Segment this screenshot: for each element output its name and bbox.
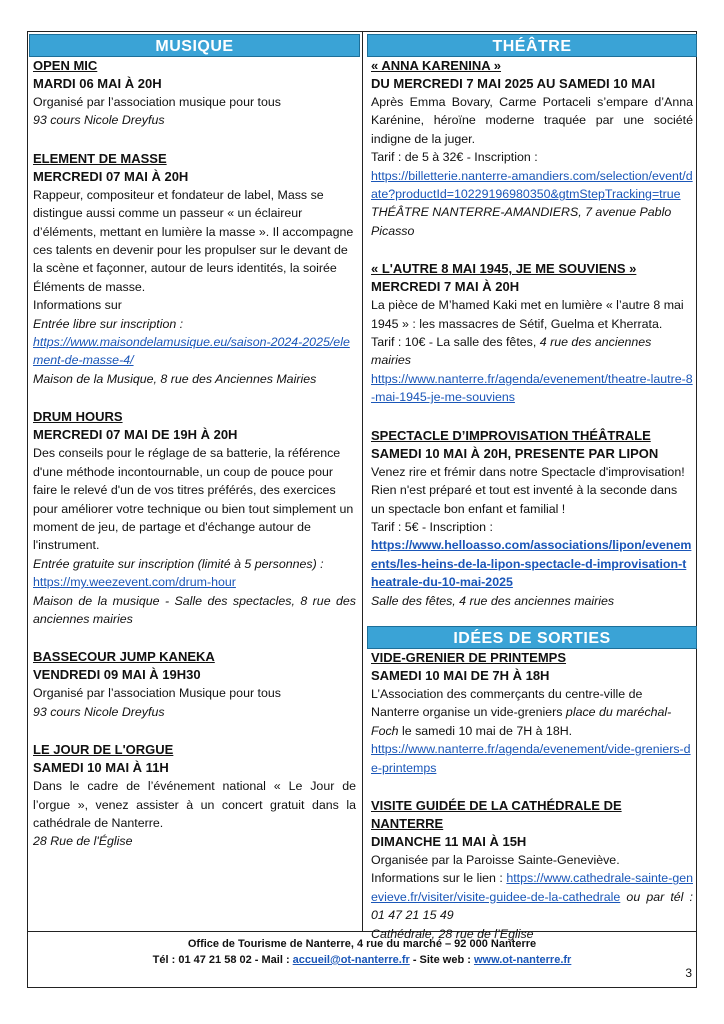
column-divider [362,31,363,931]
footer-mail-link[interactable]: accueil@ot-nanterre.fr [292,954,410,966]
event-description: La pièce de M’hamed Kaki met en lumière « l’autre 8 mai 1945 » : les massacres de Sétif, Guelma et Kherrata. [371,298,684,331]
event-title: « ANNA KARENINA » [371,58,502,73]
musique-column [29,34,360,871]
event-info-label: Informations sur [33,298,122,313]
event-vide-grenier [371,649,693,777]
event-anna-karenina [371,57,693,240]
event-date: DU MERCREDI 7 MAI 2025 AU SAMEDI 10 MAI [371,76,656,91]
event-address: 93 cours Nicole Dreyfus [33,113,165,128]
event-link[interactable]: https://www.cathedrale-sainte-genevieve.fr/visiter/visite-guidee-de-la-cathedrale [371,871,693,904]
event-tarif: Tarif : 10€ - La salle des fêtes, [371,335,540,350]
event-phone: ou par tél : 01 47 21 15 49 [371,889,693,923]
event-address: Maison de la Musique, 8 rue des Anciennes Mairies [33,371,317,386]
event-description: Dans le cadre de l’événement national « Le Jour de l’orgue », venez assister à un concert gratuit dans la cathédrale de Nanterre. [33,779,356,830]
event-place: place du maréchal-Foch [371,705,672,738]
footer-web-link[interactable]: www.ot-nanterre.fr [473,954,572,966]
event-address: Salle des fêtes, 4 rue des anciennes mairies [371,593,615,608]
musique-header: MUSIQUE [29,34,360,57]
event-entry: Entrée libre sur inscription : [33,316,184,331]
event-address: Cathédrale, 28 rue de l’Eglise [371,926,534,941]
event-title: SPECTACLE D’IMPROVISATION THÉÂTRALE [371,427,651,443]
event-address: 93 cours Nicole Dreyfus [33,704,165,719]
sorties-header: IDÉES DE SORTIES [367,626,697,649]
page-number: 3 [685,966,692,980]
event-date: MERCREDI 07 MAI DE 19H À 20H [33,427,238,443]
footer [27,931,697,968]
event-date: SAMEDI 10 MAI À 11H [33,760,169,776]
event-title: VISITE GUIDÉE DE LA CATHÉDRALE DE NANTERRE [371,797,622,831]
event-address: 28 Rue de l'Église [33,834,133,849]
event-date: SAMEDI 10 MAI À 20H, PRESENTE PAR LIPON [371,445,659,461]
footer-address: Office de Tourisme de Nanterre, 4 rue du marché – 92 000 Nanterre [187,938,537,950]
event-date: MERCREDI 07 MAI À 20H [33,168,189,184]
event-tarif: Tarif : 5€ - Inscription : [371,519,493,534]
event-open-mic [33,57,356,130]
event-link[interactable]: https://billetterie.nanterre-amandiers.com/selection/event/date?productId=10229196980350&gtmStepTracking=true [371,168,693,202]
event-autre-8-mai [371,260,693,406]
event-info-label: Informations sur le lien : [371,871,507,886]
event-address: 4 rue des anciennes mairies [371,335,652,368]
event-tarif-line [371,333,693,370]
event-organizer: Organisé par l’association musique pour tous [33,95,281,109]
theatre-column [367,34,697,963]
event-link[interactable]: https://www.helloasso.com/associations/lipon/evenements/les-heins-de-la-lipon-spectacle-d-improvisation-theatrale-du-10-mai-2025 [371,538,692,590]
event-bassecour [33,648,356,721]
footer-contact [27,952,697,968]
event-link[interactable]: https://my.weezevent.com/drum-hour [33,575,236,590]
event-description-a: L’Association des commerçants du centre-ville de Nanterre organise un vide-greniers [371,686,643,720]
event-title: LE JOUR DE L'ORGUE [33,742,174,758]
event-improvisation [371,427,693,610]
event-description: Des conseils pour le réglage de sa batterie, la référence d'une méthode incontournable, un coup de pouce pour faire le relevé d'un de vos titres préférés, des exercices pour améliorer votre technique ou bien tout simplement un moment de jeu, de partage et d'échange autour de l'instrument. [33,446,354,553]
event-description: Après Emma Bovary, Carme Portaceli s’empare d’Anna Karénine, héroïne moderne traquée par une société indigne de la juger. [371,95,693,146]
event-date: MERCREDI 7 MAI À 20H [371,279,520,295]
event-title: ELEMENT DE MASSE [33,150,167,166]
event-entry: Entrée gratuite sur inscription (limité à 5 personnes) : [33,556,324,571]
event-jour-orgue [33,741,356,851]
event-element-de-masse [33,150,356,388]
event-description [371,685,693,740]
event-organizer: Organisée par la Paroisse Sainte-Geneviève. [371,852,620,867]
event-address: THÉÂTRE NANTERRE-AMANDIERS, 7 avenue Pablo Picasso [371,205,672,238]
footer-tel: Tél : 01 47 21 58 02 - Mail : [152,954,293,966]
event-title: « L'AUTRE 8 MAI 1945, JE ME SOUVIENS » [371,261,637,277]
event-visite-cathedrale [371,797,693,943]
event-description: Rappeur, compositeur et fondateur de label, Mass se distingue aussi comme un passeur « un éclaireur d’éléments, mettant en lumière la masse ». Il accompagne ces talents en devenir pour les propulser sur le devant de la scène et façonner, autour de leurs identités, la soirée Éléments de masse. [33,187,354,294]
event-title: DRUM HOURS [33,409,123,425]
event-link[interactable]: https://www.nanterre.fr/agenda/evenement/theatre-lautre-8-mai-1945-je-me-souviens [371,371,693,405]
event-date: MARDI 06 MAI À 20H [33,76,162,91]
event-address: Maison de la musique - Salle des spectacles, 8 rue des anciennes mairies [33,593,356,626]
event-title: BASSECOUR JUMP KANEKA [33,649,215,665]
event-description: Venez rire et frémir dans notre Spectacle d'improvisation! Rien n'est préparé et tout est inventé à la seconde dans un spectacle bon enfant et familial ! [371,464,685,516]
theatre-header: THÉÂTRE [367,34,697,57]
event-date: VENDREDI 09 MAI À 19H30 [33,667,201,683]
event-description-b: le samedi 10 mai de 7H à 18H. [398,723,573,738]
event-title: OPEN MIC [33,58,98,73]
footer-web-label: - Site web : [409,954,474,966]
event-date: SAMEDI 10 MAI DE 7H À 18H [371,667,550,683]
event-tarif: Tarif : de 5 à 32€ - Inscription : [371,150,538,165]
event-organizer: Organisé par l’association Musique pour tous [33,686,281,701]
event-date: DIMANCHE 11 MAI À 15H [371,833,527,849]
event-link[interactable]: https://www.maisondelamusique.eu/saison-2024-2025/element-de-masse-4/ [33,335,350,368]
event-drum-hours [33,408,356,628]
event-link[interactable]: https://www.nanterre.fr/agenda/evenement/vide-greniers-de-printemps [371,742,691,775]
event-info [371,869,693,924]
event-title: VIDE-GRENIER DE PRINTEMPS [371,649,567,665]
